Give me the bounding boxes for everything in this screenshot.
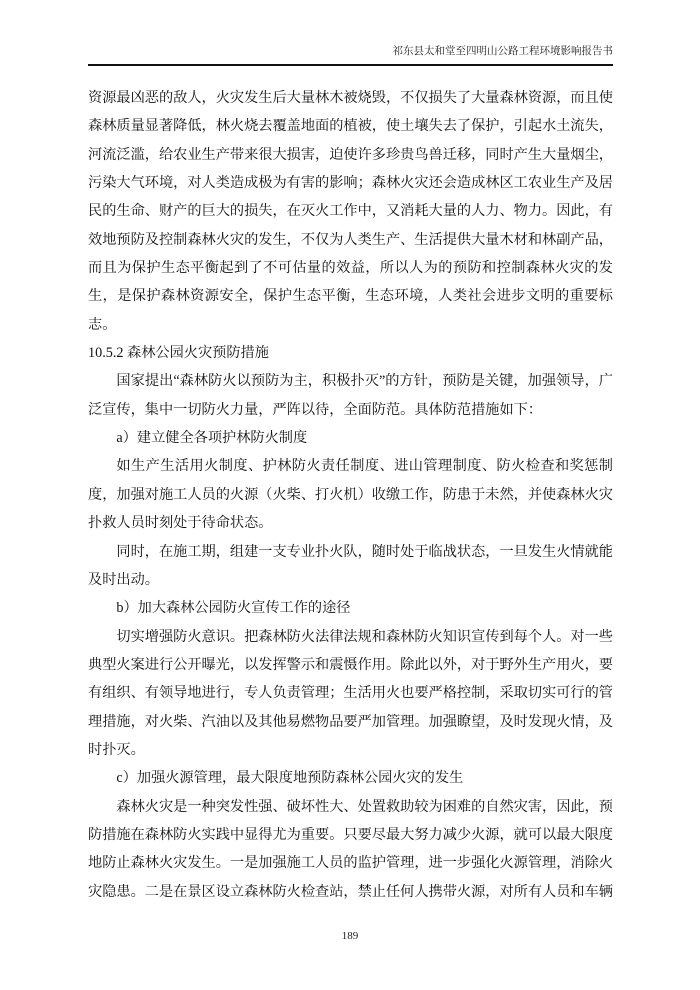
item-b-title: b）加大森林公园防火宣传工作的途径 — [116, 600, 351, 617]
page-footer — [0, 930, 700, 942]
paragraph-forest-fire-impacts: 资源最凶恶的敌人，火灾发生后大量林木被烧毁，不仅损失了大量森林资源，而且使森林质量显著降低，林火烧去覆盖地面的植被，使土壤失去了保护，引起水土流失，河流泛滥，给农业生产带来很大损害，迫使许多珍贵鸟兽迁移，同时产生大量烟尘，污染大气环境，对人类造成极为有害的影响；森林火灾还会造成林区工农业生产及居民的生命、财产的巨大的损失，在灭火工作中，又消耗大量的人力、物力。因此，有效地预防及控制森林火灾的发生，不仅为人类生产、生活提供大量木材和林副产品，而且为保护生态平衡起到了不可估量的效益，所以人为的预防和控制森林火灾的发生，是保护森林资源安全，保护生态平衡，生态环境，人类社会进步文明的重要标志。 — [88, 90, 613, 333]
paragraph-item-c-detail: 森林火灾是一种突发性强、破坏性大、处置救助较为困难的自然灾害，因此，预防措施在森林防火实践中显得尤为重要。只要尽最大努力减少火源，就可以最大限度地防止森林火灾发生。一是加强施工人员的监护管理，进一步强化火源管理，消除火灾隐患。二是在景区设立森林防火检查站，禁止任何人携带火源，对所有人员和车辆 — [88, 798, 613, 900]
paragraph-fire-brigade: 同时，在施工期，组建一支专业扑火队，随时处于临战状态，一旦发生火情就能及时出动。 — [88, 543, 613, 588]
document-body — [88, 84, 613, 906]
paragraph-item-a-detail: 如生产生活用火制度、护林防火责任制度、进山管理制度、防火检查和奖惩制度，加强对施工人员的火源（火柴、打火机）收缴工作，防患于未然，并使森林火灾扑救人员时刻处于待命状态。 — [88, 458, 613, 532]
page-header — [88, 44, 613, 66]
paragraph-item-b-detail: 切实增强防火意识。把森林防火法律法规和森林防火知识宣传到每个人。对一些典型火案进行公开曝光，以发挥警示和震慑作用。除此以外，对于野外生产用火，要有组织、有领导地进行，专人负责管理；生活用火也要严格控制，采取切实可行的管理措施，对火柴、汽油以及其他易燃物品要严加管理。加强瞭望，及时发现火情，及时扑灭。 — [88, 628, 613, 758]
page-number: 189 — [341, 930, 359, 942]
item-a-title: a）建立健全各项护林防火制度 — [116, 430, 308, 447]
section-heading-10-5-2: 10.5.2 森林公园火灾预防措施 — [88, 345, 269, 362]
header-title: 祁东县太和堂至四明山公路工程环境影响报告书 — [392, 46, 613, 57]
item-c-title: c）加强火源管理，最大限度地预防森林公园火灾的发生 — [116, 770, 464, 787]
paragraph-national-policy: 国家提出“森林防火以预防为主，积极扑灭”的方针，预防是关键，加强领导，广泛宣传，集中一切防火力量，严阵以待，全面防范。具体防范措施如下： — [88, 373, 613, 418]
